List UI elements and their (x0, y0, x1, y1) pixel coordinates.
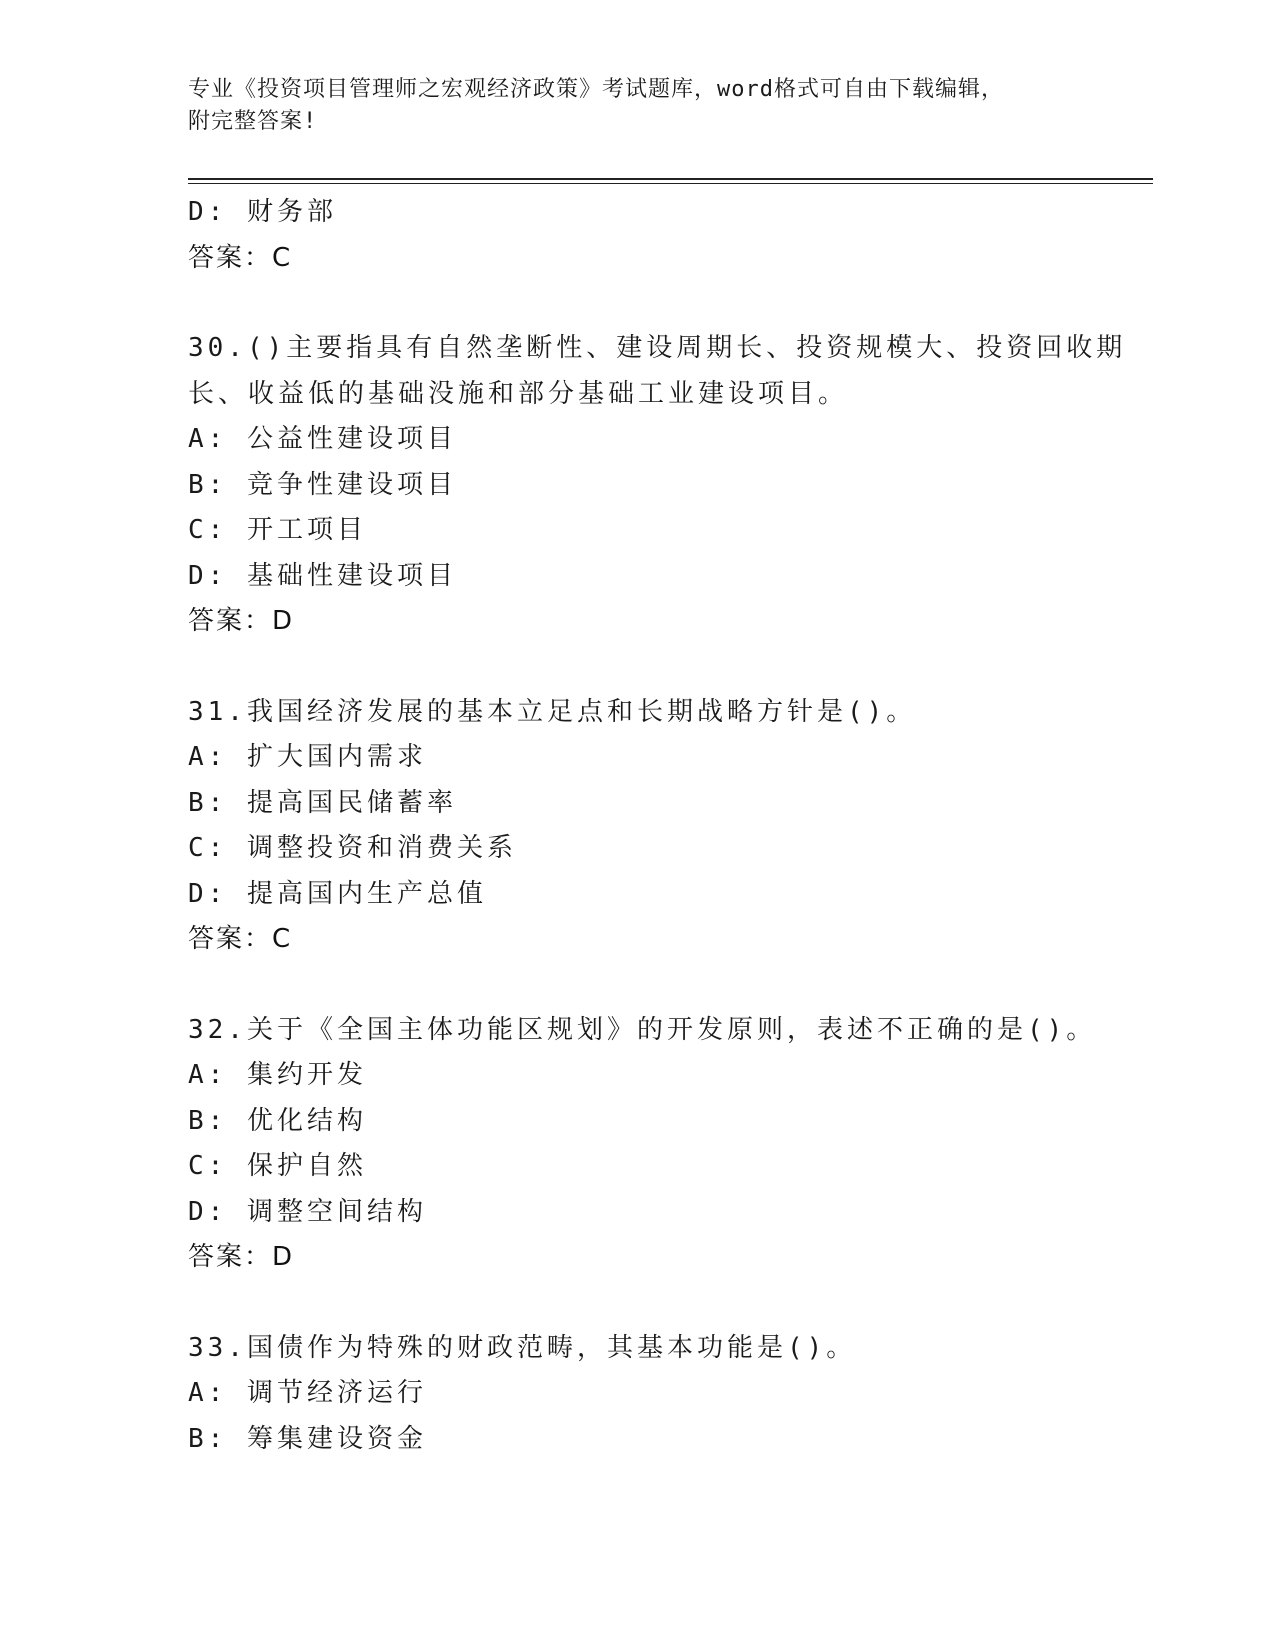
option-b: B: 筹集建设资金 (188, 1423, 427, 1454)
option-a: A: 集约开发 (188, 1060, 367, 1090)
header-line-2: 附完整答案! (188, 109, 318, 134)
option-d: D: 提高国内生产总值 (188, 878, 487, 909)
question-text: 32.关于《全国主体功能区规划》的开发原则，表述不正确的是()。 (188, 1014, 1097, 1045)
question-31 (188, 690, 1088, 963)
spacer (188, 281, 1088, 326)
option-c: C: 调整投资和消费关系 (188, 833, 517, 863)
option-a: A: 公益性建设项目 (188, 424, 457, 454)
prev-option-d: D: 财务部 (188, 197, 337, 227)
header-line-1: 专业《投资项目管理师之宏观经济政策》考试题库，word格式可自由下载编辑， (188, 77, 1004, 102)
question-33 (188, 1326, 1088, 1463)
answer: 答案：D (188, 606, 295, 636)
option-b: B: 优化结构 (188, 1105, 367, 1136)
answer: 答案：C (188, 924, 293, 954)
question-list (188, 190, 1127, 1462)
document-header (188, 74, 1088, 138)
option-d: D: 基础性建设项目 (188, 560, 457, 591)
header-rule-thick (188, 178, 1153, 180)
spacer (188, 645, 1088, 690)
prev-answer: 答案：C (188, 242, 293, 273)
header-rule-thin (188, 183, 1153, 184)
option-c: C: 开工项目 (188, 515, 367, 545)
spacer (188, 963, 1088, 1008)
question-30 (188, 326, 1127, 645)
question-32 (188, 1008, 1097, 1281)
question-text: 30.()主要指具有自然垄断性、建设周期长、投资规模大、投资回收期 (188, 333, 1127, 363)
option-a: A: 调节经济运行 (188, 1378, 427, 1408)
option-c: C: 保护自然 (188, 1151, 367, 1181)
question-text: 33.国债作为特殊的财政范畴，其基本功能是()。 (188, 1332, 857, 1363)
option-a: A: 扩大国内需求 (188, 742, 427, 772)
answer: 答案：D (188, 1242, 295, 1272)
question-text: 31.我国经济发展的基本立足点和长期战略方针是()。 (188, 696, 917, 727)
option-d: D: 调整空间结构 (188, 1196, 427, 1227)
spacer (188, 1281, 1088, 1326)
option-b: B: 提高国民储蓄率 (188, 787, 457, 818)
option-b: B: 竞争性建设项目 (188, 469, 457, 500)
question-text-cont: 长、收益低的基础没施和部分基础工业建设项目。 (188, 378, 849, 409)
